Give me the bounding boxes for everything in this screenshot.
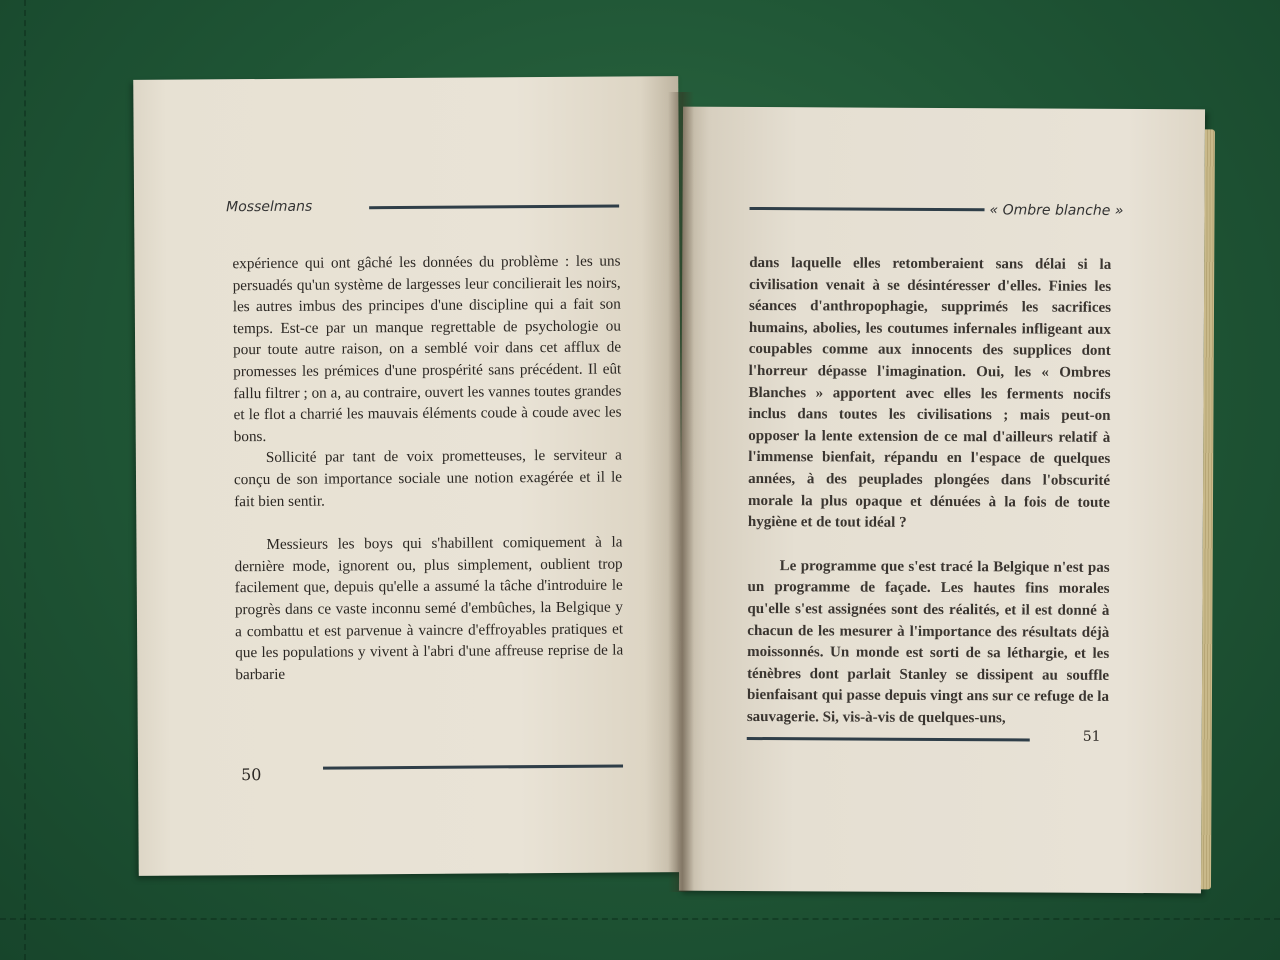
running-head-title: « Ombre blanche » [989,202,1124,219]
table-stitching-horizontal [0,918,1280,920]
right-page [679,107,1205,894]
paragraph: Sollicité par tant de voix prometteuses, le serviteur a conçu de son importance sociale une notion exagérée et il le fait bien sentir. [233,446,623,510]
right-page-text [747,253,1111,730]
page-number: 51 [1082,728,1101,745]
open-book [128,72,1213,894]
page-number: 50 [241,765,262,785]
footer-rule [747,737,1030,741]
left-page [133,76,684,876]
header-rule [750,207,985,211]
paragraph: dans laquelle elles retomberaient sans délai si la civilisation venait à se désintéresser d'elles. Finies les séances d'anthropophagie, supprimés les sacrifices humains, abolies, les coutumes infernales infligeant aux coupables comme aux innocents des supplices dont l'horreur dépasse l'imagination. Oui, les « Ombres Blanches » apportent avec elles les ferments nocifs inclus dans toutes les civilisations ; mais peut-on opposer la lente extension de ce mal d'ailleurs relatif à l'immense bienfait, répandu en l'espace de quelques années, à des peuplades plongées dans l'obscurité morale la plus opaque et dénuées à la fois de toute hygiène et de tout idéal ? [747,254,1112,531]
left-page-text [232,251,623,686]
footer-rule [323,765,623,770]
paragraph: expérience qui ont gâché les données du problème : les uns persuadés qu'un système de largesses leur concilierait les noirs, les autres imbus des principes d'une discipline qui a fait son temps. Est-ce par un manque regrettable de psychologie ou pour toute autre raison, on a semblé voir dans cet afflux de promesses les prémices d'une prospérité sans précédent. Il eût fallu filtrer ; on a, au contraire, ouvert les vannes toutes grandes et le flot a charrié les mauvais éléments coude à coude avec les bons. [232,252,622,445]
header-rule [369,205,619,210]
book-gutter [668,92,694,892]
running-head-author: Mosselmans [226,198,313,216]
table-stitching-vertical [24,0,26,960]
paragraph: Messieurs les boys qui s'habillent comiquement à la dernière mode, ignorent ou, plus simplement, oublient trop facilement que, depuis qu'elle a assumé la tâche d'introduire le progrès dans ce vaste inconnu semé d'embûches, la Belgique y a combattu et est parvenue à vaincre d'effroyables pratiques et que les populations y vivent à l'abri d'une affreuse reprise de la barbarie [234,533,624,683]
page-block-edge [1201,129,1215,889]
paragraph: Le programme que s'est tracé la Belgique n'est pas un programme de façade. Les hautes fins morales qu'elle s'est assignées sont des réalités, et il est donné à chacun de les mesurer à l'importance des résultats déjà moissonnés. Un monde est sorti de sa léthargie, et les ténèbres dont parlait Stanley se dissipent au souffle bienfaisant qui passe depuis vingt ans sur ce refuge de la sauvagerie. Si, vis-à-vis de quelques-uns, [746,557,1110,727]
